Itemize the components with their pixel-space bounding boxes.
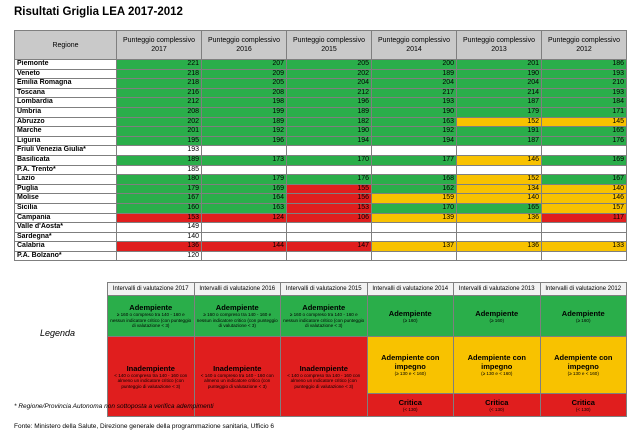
legend-sub: (≥ 130 e < 160) [567,371,599,377]
legend-adempiente-2014 [367,296,454,337]
score-cell-2015: 147 [287,242,372,252]
score-cell-2013: 187 [457,98,542,108]
score-cell-2016: 164 [202,194,287,204]
score-cell-2015: 205 [287,60,372,70]
score-cell-2013 [457,251,542,261]
score-cell-2012: 145 [542,117,627,127]
region-name-cell: Toscana [15,88,117,98]
legend-header-2017: Intervalli di valutazione 2017 [108,283,195,296]
score-cell-2015: 189 [287,107,372,117]
legend-label: Adempiente [302,303,346,313]
score-cell-2013 [457,146,542,156]
column-header-2015: Punteggio complessivo 2015 [287,31,372,60]
legend-label: Adempiente [215,303,259,313]
region-name-cell: Molise [15,194,117,204]
legend-sub: (< 130) [575,406,591,412]
score-cell-2017: 193 [117,146,202,156]
table-row [15,242,627,252]
score-cell-2016: 189 [202,117,287,127]
region-name-cell: Piemonte [15,60,117,70]
score-cell-2015 [287,165,372,175]
table-row [15,98,627,108]
legend-sub: (≥ 160) [489,317,505,323]
footnote: * Regione/Provincia Autonoma non sottoposta a verifica adempimenti [14,403,214,410]
table-row [15,107,627,117]
score-cell-2015: 196 [287,98,372,108]
score-cell-2016 [202,223,287,233]
score-cell-2014: 168 [372,175,457,185]
score-cell-2016: 124 [202,213,287,223]
score-cell-2014: 162 [372,184,457,194]
score-cell-2017: 212 [117,98,202,108]
legend-impegno-2013 [454,337,541,394]
score-cell-2014: 159 [372,194,457,204]
score-cell-2012: 169 [542,155,627,165]
column-header-2016: Punteggio complessivo 2016 [202,31,287,60]
score-cell-2015: 204 [287,79,372,89]
legend-adempiente-2013 [454,296,541,337]
legend-label: Adempiente [388,308,432,318]
region-name-cell: P.A. Bolzano* [15,251,117,261]
legend-sub: (≥ 130 e < 160) [481,371,513,377]
legend-sub: < 140 o compreso tra 140 - 160 con almeno un indicatore critico (con punteggio di valutazione < 3) [114,372,188,389]
table-row [15,194,627,204]
legend-adempiente-2015 [281,296,368,337]
score-cell-2013: 190 [457,69,542,79]
table-header-row [15,31,627,60]
score-cell-2016: 209 [202,69,287,79]
region-name-cell: Veneto [15,69,117,79]
legend-impegno-2012 [540,337,627,394]
page-title: Risultati Griglia LEA 2017-2012 [14,6,183,18]
score-cell-2012: 146 [542,194,627,204]
score-cell-2016: 199 [202,107,287,117]
legend-sub: < 140 o compreso tra 140 - 160 con almeno un indicatore critico (con punteggio di valutazione < 3) [200,372,274,389]
score-cell-2012 [542,223,627,233]
score-cell-2014: 194 [372,136,457,146]
score-cell-2012 [542,146,627,156]
score-cell-2016: 205 [202,79,287,89]
lea-results-table [14,30,627,261]
legend-label: Inadempiente [126,363,175,373]
legend-label: Adempiente con impegno [467,353,526,372]
score-cell-2013: 165 [457,203,542,213]
score-cell-2015: 212 [287,88,372,98]
score-cell-2017: 208 [117,107,202,117]
table-row [15,251,627,261]
score-cell-2013: 136 [457,213,542,223]
region-name-cell: Sardegna* [15,232,117,242]
score-cell-2015: 170 [287,155,372,165]
score-cell-2012: 133 [542,242,627,252]
score-cell-2012 [542,251,627,261]
score-cell-2013 [457,223,542,233]
score-cell-2013 [457,232,542,242]
score-cell-2013: 179 [457,107,542,117]
score-cell-2016: 173 [202,155,287,165]
table-row [15,165,627,175]
legend-sub: (< 130) [402,406,418,412]
legend-sub: (≥ 130 e < 160) [394,371,426,377]
score-cell-2014: 170 [372,203,457,213]
table-row [15,184,627,194]
score-cell-2013: 152 [457,175,542,185]
region-name-cell: Emilia Romagna [15,79,117,89]
legend-critica-2014 [367,394,454,417]
region-name-cell: Puglia [15,184,117,194]
score-cell-2017: 167 [117,194,202,204]
table-row [15,223,627,233]
score-cell-2015 [287,251,372,261]
score-cell-2012: 171 [542,107,627,117]
score-cell-2015 [287,223,372,233]
score-cell-2014: 139 [372,213,457,223]
score-cell-2013: 191 [457,127,542,137]
score-cell-2013: 152 [457,117,542,127]
region-name-cell: Calabria [15,242,117,252]
score-cell-2017: 216 [117,88,202,98]
score-cell-2015: 202 [287,69,372,79]
score-cell-2012 [542,165,627,175]
legend-label: Inadempiente [213,363,262,373]
column-header-2012: Punteggio complessivo 2012 [542,31,627,60]
table-row [15,88,627,98]
score-cell-2014 [372,251,457,261]
score-cell-2012: 193 [542,88,627,98]
score-cell-2015: 155 [287,184,372,194]
legend-title: Legenda [40,328,76,338]
table-row [15,232,627,242]
score-cell-2017: 149 [117,223,202,233]
score-cell-2016: 192 [202,127,287,137]
score-cell-2013: 134 [457,184,542,194]
column-header-2017: Punteggio complessivo 2017 [117,31,202,60]
legend-header-row [108,283,627,296]
legend-label: Adempiente [561,308,605,318]
score-cell-2014: 217 [372,88,457,98]
legend-label: Critica [485,397,509,407]
score-cell-2015: 156 [287,194,372,204]
score-cell-2013: 146 [457,155,542,165]
legend-label: Critica [398,397,422,407]
score-cell-2012: 140 [542,184,627,194]
score-cell-2012: 165 [542,127,627,137]
score-cell-2016 [202,146,287,156]
table-row [15,155,627,165]
score-cell-2013: 187 [457,136,542,146]
region-name-cell: Basilicata [15,155,117,165]
legend-inadempiente-2015 [281,337,368,417]
score-cell-2012: 176 [542,136,627,146]
legend-header-2016: Intervalli di valutazione 2016 [194,283,281,296]
region-name-cell: Friuli Venezia Giulia* [15,146,117,156]
table-row [15,175,627,185]
score-cell-2012: 186 [542,60,627,70]
score-cell-2017: 202 [117,117,202,127]
score-cell-2017: 153 [117,213,202,223]
score-cell-2012: 210 [542,79,627,89]
score-cell-2016 [202,251,287,261]
legend-label: Adempiente con impegno [381,353,440,372]
region-name-cell: Umbria [15,107,117,117]
score-cell-2017: 185 [117,165,202,175]
legend-critica-2013 [454,394,541,417]
legend-label: Adempiente [129,303,173,313]
region-name-cell: Lombardia [15,98,117,108]
source-note: Fonte: Ministero della Salute, Direzione generale della programmazione sanitaria, Ufficio 6 [14,423,275,430]
score-cell-2016: 208 [202,88,287,98]
score-cell-2014: 189 [372,69,457,79]
column-header-region: Regione [15,31,117,60]
region-name-cell: Lazio [15,175,117,185]
table-row [15,117,627,127]
legend-sub: < 140 o compreso tra 140 - 160 con almeno un indicatore critico (con punteggio di valutazione < 3) [287,372,361,389]
score-cell-2016: 169 [202,184,287,194]
score-cell-2016: 196 [202,136,287,146]
score-cell-2015: 194 [287,136,372,146]
score-cell-2017: 189 [117,155,202,165]
score-cell-2017: 201 [117,127,202,137]
table-row [15,136,627,146]
score-cell-2015: 182 [287,117,372,127]
score-cell-2017: 221 [117,60,202,70]
table-row [15,69,627,79]
legend-adempiente-2017 [108,296,195,337]
score-cell-2014: 200 [372,60,457,70]
legend-sub: (≥ 160) [575,317,591,323]
legend-sub: (< 130) [489,406,505,412]
legend-table [107,282,627,417]
score-cell-2017: 136 [117,242,202,252]
score-cell-2015 [287,232,372,242]
score-cell-2015: 190 [287,127,372,137]
score-cell-2013: 140 [457,194,542,204]
score-cell-2017: 120 [117,251,202,261]
legend-second-row [108,337,627,394]
score-cell-2016: 198 [202,98,287,108]
score-cell-2016 [202,165,287,175]
score-cell-2012: 167 [542,175,627,185]
legend-header-2013: Intervalli di valutazione 2013 [454,283,541,296]
score-cell-2017: 179 [117,184,202,194]
score-cell-2015: 106 [287,213,372,223]
table-body [15,60,627,261]
region-name-cell: Liguria [15,136,117,146]
region-name-cell: Campania [15,213,117,223]
score-cell-2014: 163 [372,117,457,127]
region-name-cell: P.A. Trento* [15,165,117,175]
score-cell-2014 [372,232,457,242]
score-cell-2014: 192 [372,127,457,137]
column-header-2014: Punteggio complessivo 2014 [372,31,457,60]
legend-label: Critica [571,397,595,407]
legend-critica-2012 [540,394,627,417]
legend-header-2015: Intervalli di valutazione 2015 [281,283,368,296]
score-cell-2017: 218 [117,69,202,79]
score-cell-2017: 140 [117,232,202,242]
region-name-cell: Marche [15,127,117,137]
score-cell-2014: 193 [372,98,457,108]
score-cell-2013: 204 [457,79,542,89]
score-cell-2016 [202,232,287,242]
score-cell-2012: 193 [542,69,627,79]
table-row [15,79,627,89]
score-cell-2017: 218 [117,79,202,89]
score-cell-2012: 184 [542,98,627,108]
score-cell-2012: 157 [542,203,627,213]
region-name-cell: Sicilia [15,203,117,213]
score-cell-2014 [372,165,457,175]
legend-sub: (≥ 160) [402,317,418,323]
table-row [15,146,627,156]
legend-adempiente-2012 [540,296,627,337]
table-row [15,203,627,213]
score-cell-2015: 176 [287,175,372,185]
score-cell-2017: 160 [117,203,202,213]
score-cell-2014: 137 [372,242,457,252]
score-cell-2017: 195 [117,136,202,146]
legend-header-2014: Intervalli di valutazione 2014 [367,283,454,296]
legend-adempiente-row [108,296,627,337]
score-cell-2013: 201 [457,60,542,70]
table-row [15,60,627,70]
legend-adempiente-2016 [194,296,281,337]
score-cell-2014: 190 [372,107,457,117]
legend-sub: ≥ 160 o compreso tra 140 - 160 e nessun indicatore critico (con punteggio di valutazione < 3) [110,312,192,329]
score-cell-2017: 180 [117,175,202,185]
score-cell-2013 [457,165,542,175]
legend-impegno-2014 [367,337,454,394]
score-cell-2014 [372,146,457,156]
column-header-2013: Punteggio complessivo 2013 [457,31,542,60]
legend-label: Adempiente [475,308,519,318]
legend-label: Inadempiente [299,363,348,373]
score-cell-2014 [372,223,457,233]
table-row [15,213,627,223]
score-cell-2014: 204 [372,79,457,89]
legend-sub: ≥ 160 o compreso tra 140 - 160 e nessun indicatore critico (con punteggio di valutazione < 3) [196,312,278,329]
score-cell-2012: 117 [542,213,627,223]
score-cell-2016: 207 [202,60,287,70]
score-cell-2014: 177 [372,155,457,165]
score-cell-2013: 214 [457,88,542,98]
score-cell-2015: 153 [287,203,372,213]
score-cell-2016: 179 [202,175,287,185]
region-name-cell: Abruzzo [15,117,117,127]
score-cell-2013: 136 [457,242,542,252]
legend-sub: ≥ 160 o compreso tra 140 - 160 e nessun indicatore critico (con punteggio di valutazione < 3) [283,312,365,329]
legend-header-2012: Intervalli di valutazione 2012 [540,283,627,296]
score-cell-2016: 163 [202,203,287,213]
table-row [15,127,627,137]
region-name-cell: Valle d'Aosta* [15,223,117,233]
score-cell-2012 [542,232,627,242]
score-cell-2016: 144 [202,242,287,252]
score-cell-2015 [287,146,372,156]
legend-label: Adempiente con impegno [554,353,613,372]
